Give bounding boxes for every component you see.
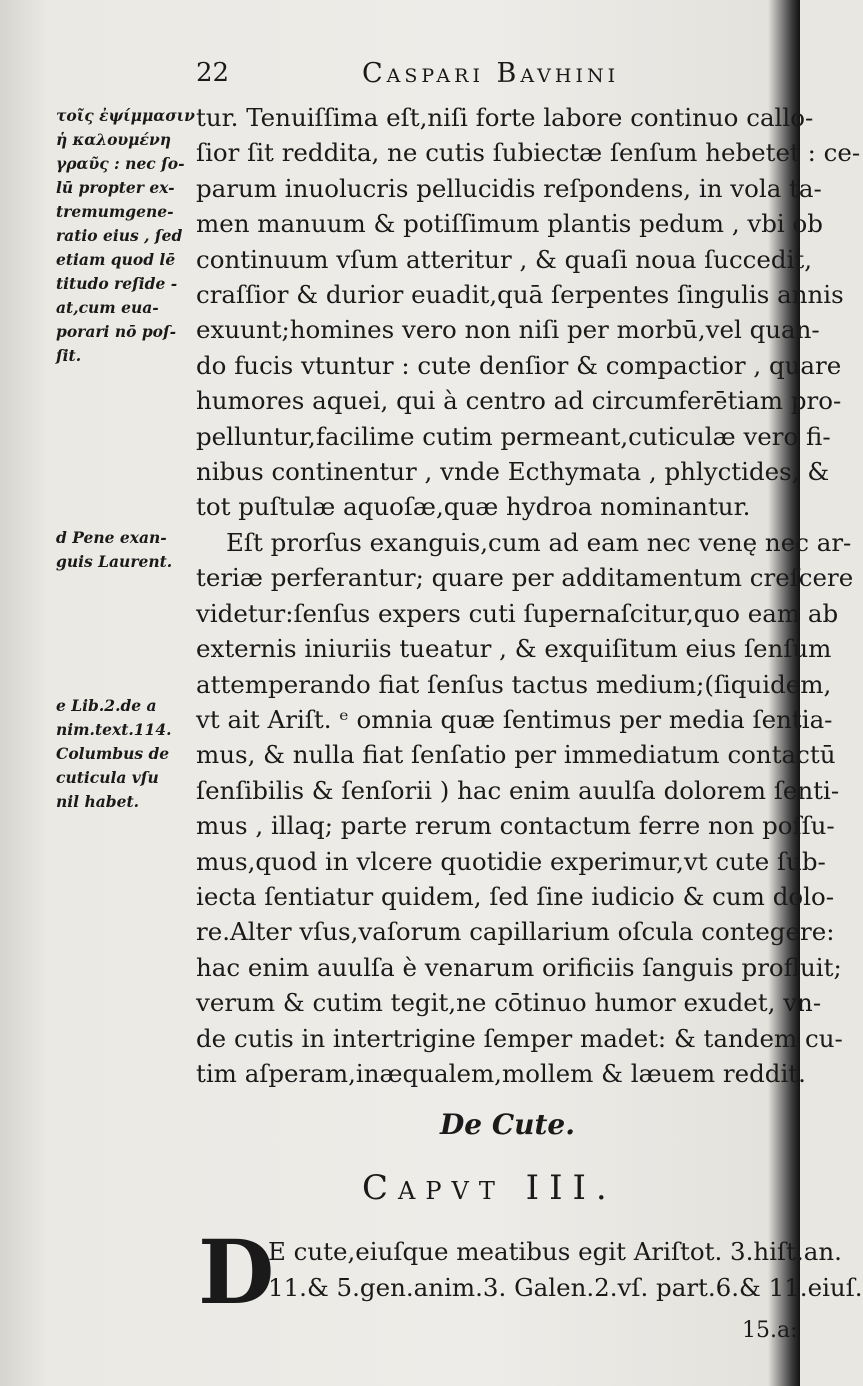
margin-note-line: cuticula vſu xyxy=(56,768,159,787)
margin-note-line: porari nō poſ- xyxy=(56,322,177,341)
text-line: verum & cutim tegit,ne cōtinuo humor exudet, vn- xyxy=(196,988,822,1018)
text-line: 11.& 5.gen.anim.3. Galen.2.vſ. part.6.& 11.eiuſ. xyxy=(268,1273,863,1302)
margin-note-line: tremumgene- xyxy=(56,202,174,221)
page-number: 22 xyxy=(196,58,230,88)
text-line: parum inuolucris pellucidis reſpondens, in vola ta- xyxy=(196,173,822,203)
text-line: men manuum & potiſſimum plantis pedum , vbi ob xyxy=(196,209,823,239)
margin-note-line: ἡ καλουμένη xyxy=(56,130,171,149)
margin-note-line: lū propter ex- xyxy=(56,178,175,197)
running-head: Caspari Bavhini xyxy=(362,58,620,89)
text-line: ſior ſit reddita, ne cutis ſubiectæ ſenſum hebetet : ce- xyxy=(196,138,861,168)
margin-note-line: d Pene exan- xyxy=(56,528,167,547)
chapter-title: Capvt III. xyxy=(362,1168,617,1208)
text-line: attemperando fiat ſenſus tactus medium;(ſiquidem, xyxy=(196,669,832,699)
text-line: hac enim auulſa è venarum orificiis ſanguis profluit; xyxy=(196,952,842,982)
margin-note-line: τοῖς ἐψίμμασιν xyxy=(56,106,195,125)
text-line: mus, & nulla fiat ſenſatio per immediatum contactū xyxy=(196,740,836,770)
text-line: exuunt;homines vero non niſi per morbū,vel quan- xyxy=(196,315,820,345)
text-line: pelluntur,facilime cutim permeant,cuticulæ vero fi- xyxy=(196,421,831,451)
text-line: vt ait Ariſt. ᵉ omnia quæ ſentimus per media ſentia- xyxy=(196,704,833,734)
text-line: de cutis in intertrigine ſemper madet: & tandem cu- xyxy=(196,1023,843,1053)
margin-note-line: nim.text.114. xyxy=(56,720,172,739)
margin-note-line: ratio eius , ſed xyxy=(56,226,183,245)
text-line: E cute,eiuſque meatibus egit Ariſtot. 3.hiſt.an. xyxy=(268,1237,842,1266)
text-line: craſſior & durior euadit,quā ſerpentes ſingulis annis xyxy=(196,280,844,310)
text-line: Eſt prorſus exanguis,cum ad eam nec venę nec ar- xyxy=(226,527,852,557)
margin-note-line: guis Laurent. xyxy=(56,552,173,571)
text-line: re.Alter vſus,vaſorum capillarium oſcula contegere: xyxy=(196,917,835,947)
margin-note-line: at,cum eua- xyxy=(56,298,159,317)
text-line: mus,quod in vlcere quotidie experimur,vt cute ſub- xyxy=(196,846,826,876)
text-line: ſenſibilis & ſenſorii ) hac enim auulſa dolorem ſenti- xyxy=(196,775,840,805)
text-line: tur. Tenuiſſima eſt,niſi forte labore continuo callo- xyxy=(196,103,814,132)
text-line: nibus continentur , vnde Ecthymata , phlyctides, & xyxy=(196,457,830,487)
text-line: continuum vſum atteritur , & quaſi noua ſuccedit, xyxy=(196,244,813,274)
margin-note-line: γραῦς : nec ſo- xyxy=(56,154,185,173)
main-text-block xyxy=(196,100,861,1091)
text-line: videtur:ſenſus expers cuti ſupernaſcitur,quo eam ab xyxy=(196,598,839,628)
drop-capital: D xyxy=(198,1220,275,1324)
text-line: iecta ſentiatur quidem, ſed ſine iudicio & cum dolo- xyxy=(196,881,834,911)
text-line: mus , illaq; parte rerum contactum ferre non poſſu- xyxy=(196,811,835,841)
margin-note-laurent xyxy=(56,526,196,574)
chapter-text-block xyxy=(268,1234,863,1306)
margin-note-line: titudo reſide - xyxy=(56,274,178,293)
text-line: tot puſtulæ aquoſæ,quæ hydroa nominantur. xyxy=(196,492,751,522)
margin-note-line: ſit. xyxy=(56,346,82,365)
text-line: teriæ perferantur; quare per additamentum creſcere xyxy=(196,563,854,593)
text-line: externis iniuriis tueatur , & exquiſitum eius ſenſum xyxy=(196,634,832,664)
margin-note-line: Columbus de xyxy=(56,744,170,763)
page-header xyxy=(0,58,800,98)
margin-note-line: e Lib.2.de a xyxy=(56,696,157,715)
margin-note-line: nil habet. xyxy=(56,792,140,811)
text-line: humores aquei, qui à centro ad circumferētiam pro- xyxy=(196,386,842,416)
text-line: tim aſperam,inæqualem,mollem & læuem reddit. xyxy=(196,1058,806,1088)
section-title: De Cute. xyxy=(440,1108,575,1141)
text-line: do fucis vtuntur : cute denſior & compactior , quare xyxy=(196,350,842,380)
margin-note-aristotle xyxy=(56,694,196,814)
margin-note-greek xyxy=(56,104,196,368)
catchword: 15.a: xyxy=(742,1318,798,1343)
margin-note-line: etiam quod lē xyxy=(56,250,176,269)
